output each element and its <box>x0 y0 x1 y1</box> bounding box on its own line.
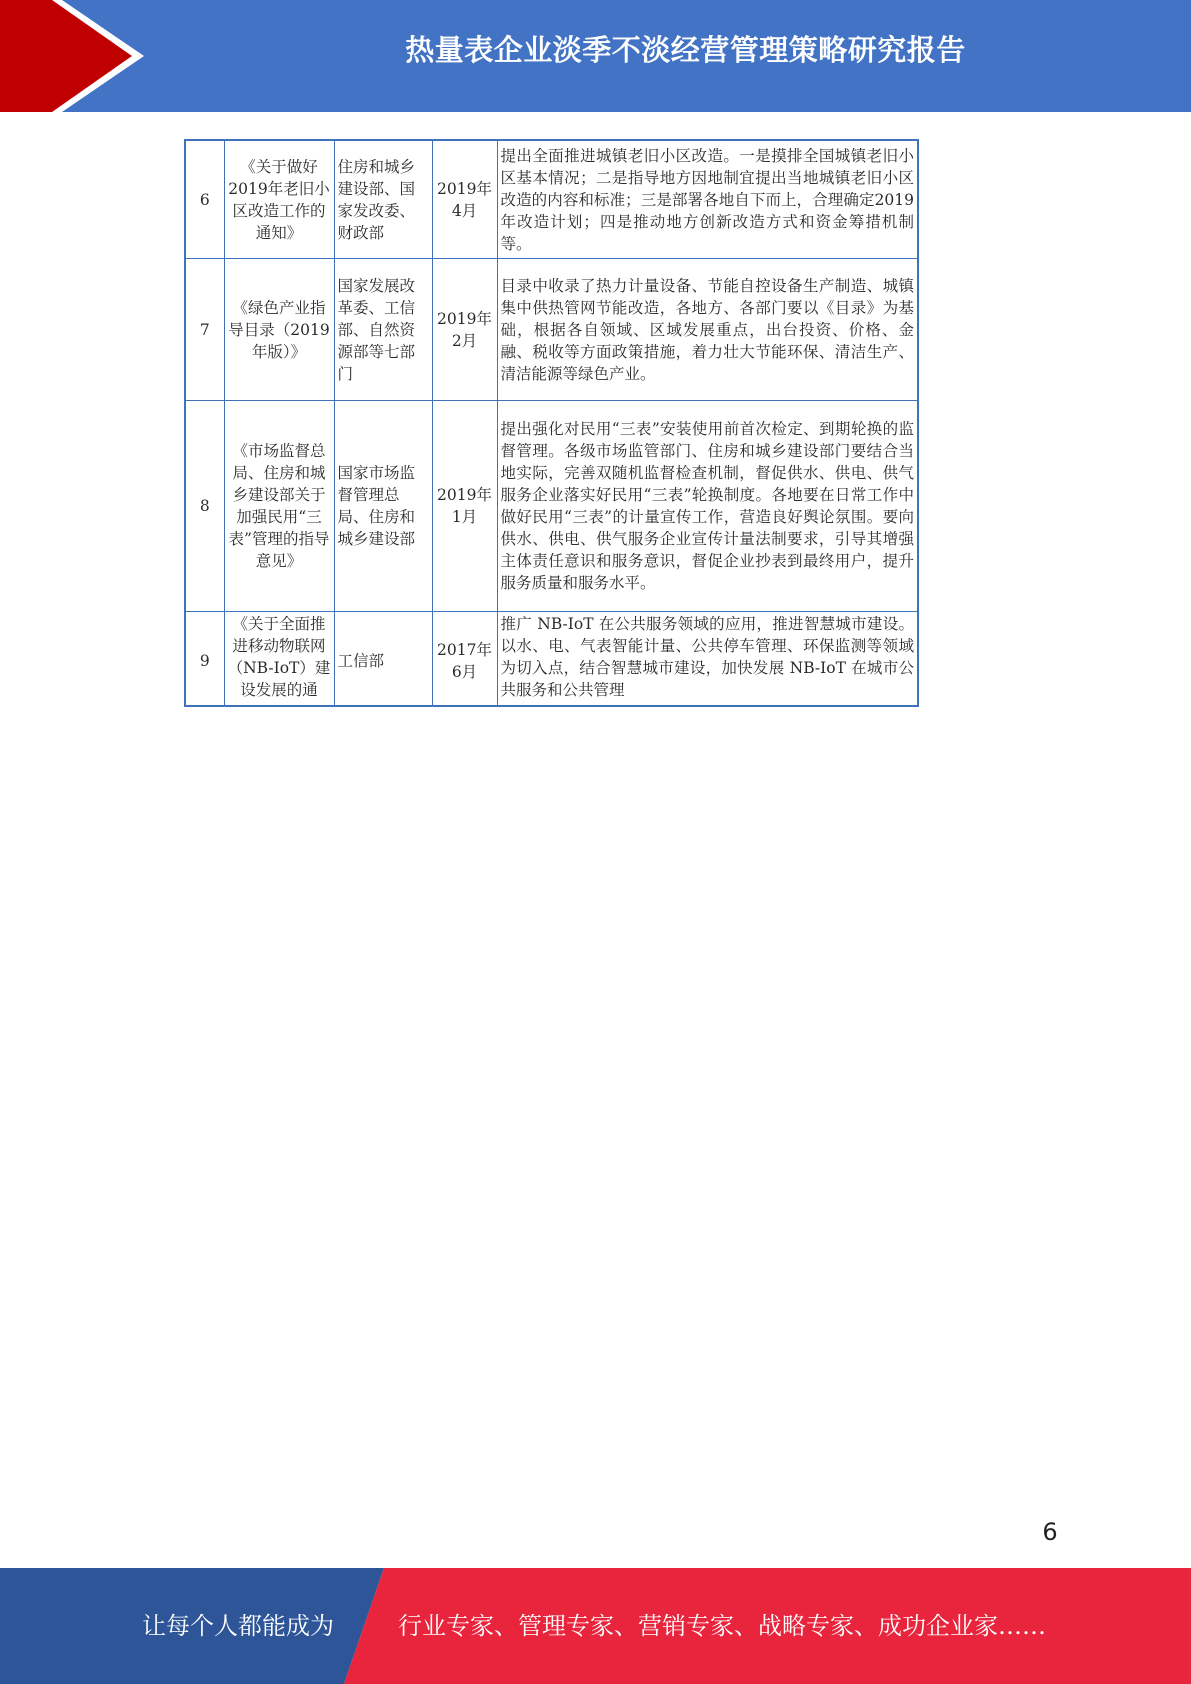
row-number: 7 <box>186 259 224 401</box>
issue-date: 2019年1月 <box>432 401 497 612</box>
issue-date: 2019年2月 <box>432 259 497 401</box>
policy-content: 提出强化对民用“三表”安装使用前首次检定、到期轮换的监督管理。各级市场监管部门、住房和城乡建设部门要结合当地实际，完善双随机监督检查机制，督促供水、供电、供气服务企业落实好民用“三表”轮换制度。各地要在日常工作中做好民用“三表”的计量宣传工作，营造良好舆论氛围。要向供水、供电、供气服务企业宣传计量法制要求，引导其增强主体责任意识和服务意识，督促企业抄表到最终用户，提升服务质量和服务水平。 <box>497 401 917 612</box>
page-number: 6 <box>1042 1518 1058 1546</box>
policy-name: 《关于全面推进移动物联网（NB-IoT）建设发展的通 <box>224 612 334 708</box>
issue-date: 2019年4月 <box>432 141 497 259</box>
report-title: 热量表企业淡季不淡经营管理策略研究报告 <box>405 33 966 67</box>
policy-table-container <box>184 139 919 707</box>
policy-name: 《绿色产业指导目录（2019年版）》 <box>224 259 334 401</box>
policy-table <box>186 141 917 707</box>
table-row <box>186 141 917 259</box>
issuing-authority: 工信部 <box>334 612 432 708</box>
policy-content: 目录中收录了热力计量设备、节能自控设备生产制造、城镇集中供热管网节能改造，各地方、各部门要以《目录》为基础，根据各自领域、区域发展重点，出台投资、价格、金融、税收等方面政策措施，着力壮大节能环保、清洁生产、清洁能源等绿色产业。 <box>497 259 917 401</box>
page-footer <box>0 1568 1191 1684</box>
policy-name: 《市场监督总局、住房和城乡建设部关于加强民用“三表”管理的指导意见》 <box>224 401 334 612</box>
table-row <box>186 401 917 612</box>
issuing-authority: 国家市场监督管理总局、住房和城乡建设部 <box>334 401 432 612</box>
policy-content: 提出全面推进城镇老旧小区改造。一是摸排全国城镇老旧小区基本情况；二是指导地方因地制宜提出当地城镇老旧小区改造的内容和标准；三是部署各地自下而上，合理确定2019年改造计划；四是推动地方创新改造方式和资金筹措机制等。 <box>497 141 917 259</box>
policy-name: 《关于做好2019年老旧小区改造工作的通知》 <box>224 141 334 259</box>
issuing-authority: 国家发展改革委、工信部、自然资源部等七部门 <box>334 259 432 401</box>
row-number: 8 <box>186 401 224 612</box>
table-row <box>186 259 917 401</box>
issue-date: 2017年6月 <box>432 612 497 708</box>
row-number: 9 <box>186 612 224 708</box>
page-header <box>0 0 1191 112</box>
issuing-authority: 住房和城乡建设部、国家发改委、财政部 <box>334 141 432 259</box>
chevron-arrow-decoration <box>0 0 160 112</box>
row-number: 6 <box>186 141 224 259</box>
footer-slogan-lead: 让每个人都能成为 <box>142 1612 334 1640</box>
footer-slogan-roles: 行业专家、管理专家、营销专家、战略专家、成功企业家…… <box>398 1612 1046 1640</box>
table-row <box>186 612 917 708</box>
policy-content: 推广 NB-IoT 在公共服务领域的应用，推进智慧城市建设。以水、电、气表智能计量、公共停车管理、环保监测等领域为切入点，结合智慧城市建设，加快发展 NB-IoT 在城市公共服务和公共管理 <box>497 612 917 708</box>
